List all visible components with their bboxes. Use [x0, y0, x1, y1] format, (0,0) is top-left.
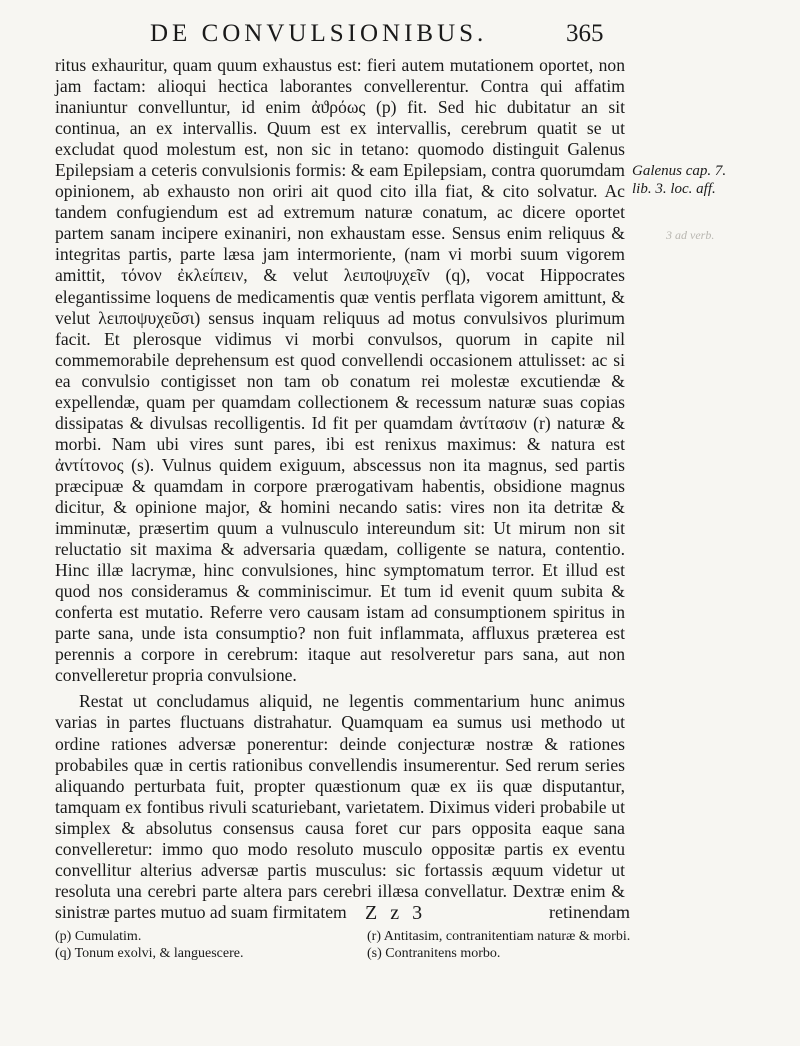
footnotes-right-column [367, 928, 637, 962]
footnote-r: (r) Antitasim, contranitentiam naturæ & morbi. [367, 929, 631, 944]
footnote-s: (s) Contranitens morbo. [367, 946, 501, 961]
page-number: 365 [566, 20, 604, 47]
catchword: retinendam [549, 902, 630, 922]
catchline [55, 902, 630, 926]
signature-mark: Z z 3 [365, 902, 427, 924]
footnote-q: (q) Tonum exolvi, & languescere. [55, 946, 244, 961]
margin-note: Galenus cap. 7. lib. 3. loc. aff. [632, 163, 727, 197]
bleed-through-text: 3 ad verb. [666, 228, 715, 242]
main-text [55, 55, 625, 923]
footnote-p: (p) Cumulatim. [55, 929, 142, 944]
footnotes-left-column [55, 928, 355, 962]
running-title: DE CONVULSIONIBUS. [150, 20, 488, 47]
paragraph-1: ritus exhauritur, quam quum exhaustus est: fieri autem mutationem oportet, non jam factam: alioqui hectica laborantes convellerentur. Contra qui affatim inaniuntur convelluntur, id enim ἀϑρόως (p) fit. Sed hic dubitatur an sit continua, an ex intervallis. Quum est ex intervallis, cerebrum quatit se ut excludat quod molestum est, non sic in tetano: quomodo distinguit Galenus Epilepsiam a ceteris convulsionis formis: & eam Epilepsiam, contra quorumdam opinionem, ab exhausto non oriri ait quod cito illa fiat, & cito solvatur. Ac tandem confugiendum est ad extremum naturæ conatum, ac dicere oportet partem sanam incipere exinaniri, non exhaustam esse. Sensus enim reliquus & integritas partis, parte læsa jam intermoriente, (nam vi morbi suum vigorem amittit, τόνον ἐκλείπειν, & velut λειποψυχεῖν (q), vocat Hippocrates elegantissime loquens de medicamentis quæ ventis perflata vigorem amittunt, & velut λειποψυχεῦσι) sensus inquam reliquus ad motus convulsivos plurimum facit. Et plerosque vidimus vi morbi convulsos, quorum in capite nil commemorabile deprehensum est quod convellendi occasionem attulisset: ac si ea convulsio contigisset non tam ob conatum rei molestæ excutiendæ & expellendæ, quam per quamdam collectionem & recessum naturæ suas copias dissipatas & divulsas recolligentis. Id fit per quamdam ἀντίτασιν (r) naturæ & morbi. Nam ubi vires sunt pares, ibi est renixus maximus: & natura est ἀντίτονος (s). Vulnus quidem exiguum, abscessus non ita magnus, sed partis præcipuæ & quamdam in corpore prærogativam habentis, obsidione magnus dicitur, & opinione major, & homini necando satis: vires non ita detritæ & imminutæ, præsertim quum a vulnusculo intereundum sit: Ut mirum non sit reluctatio sit maxima & adversaria quædam, colligente se natura, contentio. Hinc illæ lacrymæ, hinc convulsiones, hinc symptomatum terror. Et illud est quod nos consideramus & comminiscimur. Et tum id evenit quum subita & conferta est mutatio. Referre vero causam istam ad consumptionem spiritus in parte sana, unde ista consumptio? non fuit inflammata, affluxus præterea est perennis a corpore in cerebrum: itaque aut resolveretur pars sana, aut non convelleretur propria convulsione. [55, 55, 625, 686]
paragraph-2: Restat ut concludamus aliquid, ne legentis commentarium hunc animus varias in partes fluctuans distrahatur. Quamquam ea sumus usi methodo ut ordine rationes adversæ ponerentur: deinde conjecturæ nostræ & rationes probabiles quæ in certis rationibus convellendis insumerentur. Sed rerum series aliquando perturbata fuit, propter quæstionum quæ ex iis quæ disputantur, tamquam ex fontibus rivuli scaturiebant, varietatem. Diximus videri probabile ut simplex & absolutus consensus causa foret cur pars opposita eaque sana convelleretur: immo quo modo resoluto musculo oppositæ partis ex eventu convellitur alterius adversæ partis musculus: sic fortassis æquum videtur ut resoluta una cerebri parte altera pars cerebri illæsa convellatur. Dextræ enim & sinistræ partes mutuo ad suam firmitatem [55, 691, 625, 922]
